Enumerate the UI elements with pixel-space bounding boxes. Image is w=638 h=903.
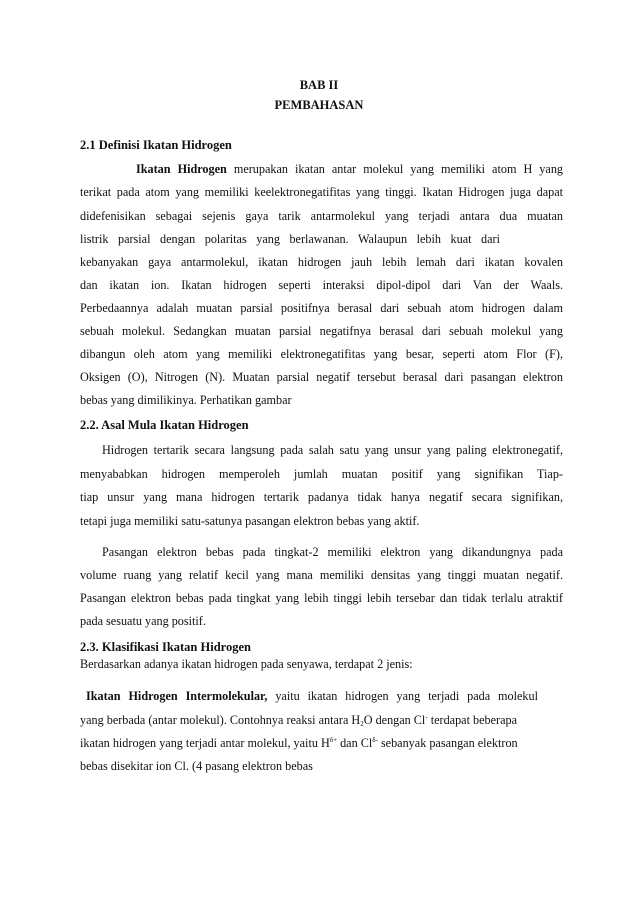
s1-line-3: listrik parsial dengan polaritas yang berlawanan. Walaupun lebih kuat dari: [80, 232, 500, 246]
s1-line-0: [136, 162, 563, 177]
s3-l3-b: dan Cl: [337, 736, 373, 750]
s2-p2-line-1: volume ruang yang relatif kecil yang mana memiliki densitas yang tinggi muatan negatif.: [80, 568, 563, 582]
s2-p1-line-0: Hidrogen tertarik secara langsung pada salah satu yang unsur yang paling elektronegatif,: [102, 443, 563, 457]
s3-item-line-0: [86, 689, 538, 704]
s2-p2-line-3: pada sesuatu yang positif.: [80, 614, 206, 628]
s3-item-rest: yaitu ikatan hidrogen yang terjadi pada molekul: [275, 689, 538, 703]
s3-item-line-2: [80, 736, 518, 751]
s2-p1-line-2: tiap unsur yang mana hidrogen tertarik padanya tidak hanya negatif secara signifikan,: [80, 490, 563, 504]
s3-l2-sup: -: [425, 713, 428, 721]
s3-l3-sup2: δ-: [372, 736, 378, 744]
s1-line-4: kebanyakan gaya antarmolekul, ikatan hidrogen jauh lebih lemah dari ikatan kovalen: [80, 255, 563, 269]
section-2-1-heading: 2.1 Definisi Ikatan Hidrogen: [80, 138, 232, 152]
s3-l3-c: sebanyak pasangan elektron: [377, 736, 518, 750]
s3-intro: Berdasarkan adanya ikatan hidrogen pada senyawa, terdapat 2 jenis:: [80, 657, 413, 671]
s1-line-10: bebas yang dimilikinya. Perhatikan gambar: [80, 393, 292, 407]
s2-p2-line-2: Pasangan elektron bebas pada tingkat yang lebih tinggi lebih tersebar dan tidak terlalu atraktif: [80, 591, 563, 605]
s2-p1-line-1: menyababkan hidrogen memperoleh jumlah muatan positif yang signifikan Tiap-: [80, 467, 563, 481]
section-2-3-heading: 2.3. Klasifikasi Ikatan Hidrogen: [80, 640, 251, 654]
s2-p1-line-3: tetapi juga memiliki satu-satunya pasangan elektron bebas yang aktif.: [80, 514, 420, 528]
s1-line-0-text: merupakan ikatan antar molekul yang memiliki atom H yang: [233, 162, 564, 176]
s1-line-1: terikat pada atom yang memiliki keelektronegatifitas yang tinggi. Ikatan Hidrogen juga dapat: [80, 185, 563, 199]
s3-item-line-3: bebas disekitar ion Cl. (4 pasang elektron bebas: [80, 759, 313, 773]
s1-lead-bold: Ikatan Hidrogen: [136, 162, 227, 176]
s1-line-9: Oksigen (O), Nitrogen (N). Muatan parsial negatif tersebut berasal dari pasangan elektron: [80, 370, 563, 384]
s3-l2-sub: 2: [360, 720, 364, 728]
s1-line-7: sebuah molekul. Sedangkan muatan parsial negatifnya berasal dari sebuah molekul yang: [80, 324, 563, 338]
s1-line-6: Perbedaannya adalah muatan parsial positifnya berasal dari sebuah atom hidrogen dalam: [80, 301, 563, 315]
section-2-2-heading: 2.2. Asal Mula Ikatan Hidrogen: [80, 418, 249, 432]
s3-l2-a: yang berbada (antar molekul). Contohnya reaksi antara H: [80, 713, 361, 727]
s3-l3-a: ikatan hidrogen yang terjadi antar molekul, yaitu H: [80, 736, 330, 750]
s1-line-2: didefenisikan sebagai sejenis gaya tarik antarmolekul yang terjadi antara dua muatan: [80, 209, 563, 223]
s3-item-bold: Ikatan Hidrogen Intermolekular,: [86, 689, 268, 703]
s2-p2-line-0: Pasangan elektron bebas pada tingkat-2 memiliki elektron yang dikandungnya pada: [102, 545, 563, 559]
chapter-title: BAB II: [299, 78, 339, 92]
s3-item-line-1: [80, 713, 517, 728]
s3-l2-c: terdapat beberapa: [427, 713, 517, 727]
chapter-subtitle: PEMBAHASAN: [274, 98, 364, 112]
s1-line-5: dan ikatan ion. Ikatan hidrogen seperti interaksi dipol-dipol dari Van der Waals.: [80, 278, 563, 292]
s3-l2-b: O dengan Cl: [363, 713, 426, 727]
s1-line-8: dibangun oleh atom yang memiliki elektronegatifitas yang besar, seperti atom Flor (F),: [80, 347, 563, 361]
s3-l3-sup1: δ+: [329, 736, 338, 744]
